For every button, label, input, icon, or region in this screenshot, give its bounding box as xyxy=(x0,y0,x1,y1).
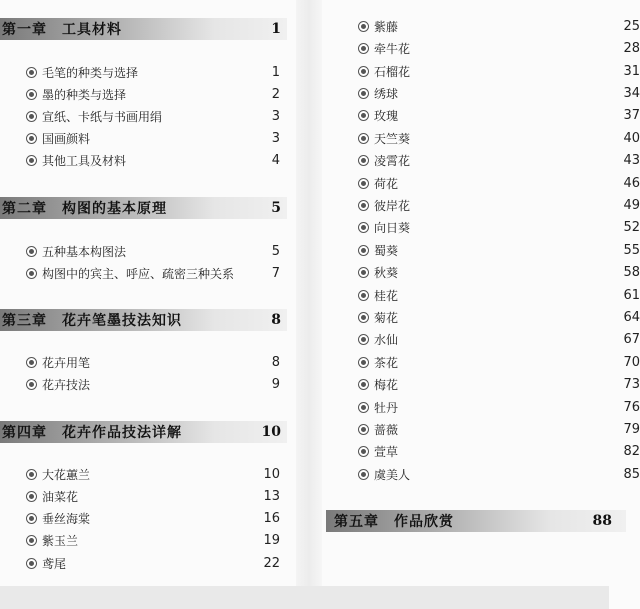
entry-page-number: 73 xyxy=(623,376,640,392)
entry-title: 秋葵 xyxy=(374,265,399,280)
toc-entry[interactable] xyxy=(357,104,640,126)
entry-page-number: 10 xyxy=(263,466,280,482)
entry-page-number: 58 xyxy=(623,264,640,280)
chapter-heading[interactable] xyxy=(0,18,287,40)
entry-page-number: 5 xyxy=(271,243,280,259)
bullet-icon xyxy=(25,356,38,369)
entry-title: 大花蕙兰 xyxy=(42,467,91,482)
toc-entry[interactable] xyxy=(25,61,280,83)
toc-entry[interactable] xyxy=(25,83,280,105)
entry-title: 国画颜料 xyxy=(42,131,91,146)
bullet-icon xyxy=(357,378,370,391)
entry-title: 蔷薇 xyxy=(374,422,399,437)
bullet-icon xyxy=(357,244,370,257)
entry-title: 紫玉兰 xyxy=(42,533,79,548)
entry-page-number: 4 xyxy=(271,152,280,168)
entry-page-number: 28 xyxy=(623,40,640,56)
entry-page-number: 70 xyxy=(623,354,640,370)
toc-entry[interactable] xyxy=(357,194,640,216)
entry-page-number: 25 xyxy=(623,18,640,34)
chapter-title: 第五章 作品欣赏 xyxy=(334,514,454,530)
entry-page-number: 19 xyxy=(263,532,280,548)
entry-page-number: 7 xyxy=(271,265,280,281)
bullet-icon xyxy=(357,423,370,436)
toc-entry[interactable] xyxy=(25,351,280,373)
entry-page-number: 43 xyxy=(623,152,640,168)
toc-entry[interactable] xyxy=(357,463,640,485)
toc-entry[interactable] xyxy=(357,15,640,37)
entry-page-number: 13 xyxy=(263,488,280,504)
entry-page-number: 1 xyxy=(271,64,280,80)
toc-entry[interactable] xyxy=(357,418,640,440)
entry-page-number: 3 xyxy=(271,108,280,124)
bullet-icon xyxy=(357,311,370,324)
toc-entry[interactable] xyxy=(25,373,280,395)
bullet-icon xyxy=(357,132,370,145)
toc-entry[interactable] xyxy=(25,463,280,485)
toc-entry[interactable] xyxy=(25,127,280,149)
toc-entry[interactable] xyxy=(25,507,280,529)
entry-page-number: 2 xyxy=(271,86,280,102)
bullet-icon xyxy=(357,199,370,212)
entry-title: 桂花 xyxy=(374,288,399,303)
bullet-icon xyxy=(25,110,38,123)
entry-title: 垂丝海棠 xyxy=(42,511,91,526)
toc-entry[interactable] xyxy=(357,306,640,328)
entry-title: 牡丹 xyxy=(374,400,399,415)
entry-title: 构图中的宾主、呼应、疏密三种关系 xyxy=(42,266,235,281)
bullet-icon xyxy=(25,66,38,79)
entry-page-number: 61 xyxy=(623,287,640,303)
chapter-title: 第四章 花卉作品技法详解 xyxy=(2,425,182,441)
chapter-heading[interactable] xyxy=(326,510,626,532)
entry-title: 彼岸花 xyxy=(374,198,411,213)
chapter-title: 第二章 构图的基本原理 xyxy=(2,201,167,217)
bullet-icon xyxy=(357,289,370,302)
bullet-icon xyxy=(357,20,370,33)
bullet-icon xyxy=(25,490,38,503)
entry-title: 虞美人 xyxy=(374,467,411,482)
entry-title: 花卉用笔 xyxy=(42,355,91,370)
bullet-icon xyxy=(25,557,38,570)
entry-title: 蜀葵 xyxy=(374,243,399,258)
entry-title: 绣球 xyxy=(374,86,399,101)
entry-page-number: 3 xyxy=(271,130,280,146)
entry-page-number: 8 xyxy=(271,354,280,370)
toc-entry[interactable] xyxy=(357,216,640,238)
bullet-icon xyxy=(357,468,370,481)
entry-title: 五种基本构图法 xyxy=(42,244,127,259)
toc-entry[interactable] xyxy=(357,328,640,350)
entry-page-number: 52 xyxy=(623,219,640,235)
entry-page-number: 34 xyxy=(623,85,640,101)
bullet-icon xyxy=(357,445,370,458)
entry-title: 茶花 xyxy=(374,355,399,370)
bullet-icon xyxy=(25,534,38,547)
toc-entry[interactable] xyxy=(25,105,280,127)
bullet-icon xyxy=(25,267,38,280)
bullet-icon xyxy=(357,65,370,78)
bullet-icon xyxy=(357,154,370,167)
bullet-icon xyxy=(25,512,38,525)
toc-entry[interactable] xyxy=(357,60,640,82)
bullet-icon xyxy=(357,266,370,279)
bullet-icon xyxy=(357,42,370,55)
bullet-icon xyxy=(25,132,38,145)
entry-title: 梅花 xyxy=(374,377,399,392)
toc-entry[interactable] xyxy=(357,396,640,418)
bullet-icon xyxy=(25,88,38,101)
toc-entry[interactable] xyxy=(357,37,640,59)
chapter-page-number: 1 xyxy=(271,21,281,37)
entry-title: 玫瑰 xyxy=(374,108,399,123)
entry-page-number: 79 xyxy=(623,421,640,437)
toc-entry[interactable] xyxy=(357,284,640,306)
page-bottom-edge xyxy=(0,586,609,609)
entry-title: 其他工具及材料 xyxy=(42,153,127,168)
chapter-page-number: 88 xyxy=(592,513,612,529)
entry-title: 油菜花 xyxy=(42,489,79,504)
toc-entry[interactable] xyxy=(357,373,640,395)
chapter-heading[interactable] xyxy=(0,309,287,331)
entry-title: 鸢尾 xyxy=(42,556,67,571)
entry-page-number: 22 xyxy=(263,555,280,571)
toc-entry[interactable] xyxy=(357,127,640,149)
chapter-heading[interactable] xyxy=(0,421,287,443)
entry-page-number: 64 xyxy=(623,309,640,325)
toc-entry[interactable] xyxy=(357,261,640,283)
chapter-page-number: 10 xyxy=(261,424,281,440)
entry-title: 凌霄花 xyxy=(374,153,411,168)
entry-title: 水仙 xyxy=(374,332,399,347)
entry-page-number: 85 xyxy=(623,466,640,482)
entry-page-number: 82 xyxy=(623,443,640,459)
entry-title: 毛笔的种类与选择 xyxy=(42,65,139,80)
toc-entry[interactable] xyxy=(25,240,280,262)
chapter-heading[interactable] xyxy=(0,197,287,219)
toc-entry[interactable] xyxy=(357,440,640,462)
entry-page-number: 67 xyxy=(623,331,640,347)
toc-entry[interactable] xyxy=(25,262,280,284)
entry-page-number: 31 xyxy=(623,63,640,79)
entry-page-number: 37 xyxy=(623,107,640,123)
entry-title: 花卉技法 xyxy=(42,377,91,392)
toc-entry[interactable] xyxy=(25,149,280,171)
entry-page-number: 9 xyxy=(271,376,280,392)
entry-page-number: 55 xyxy=(623,242,640,258)
chapter-title: 第三章 花卉笔墨技法知识 xyxy=(2,313,182,329)
toc-entry[interactable] xyxy=(357,149,640,171)
entry-page-number: 49 xyxy=(623,197,640,213)
toc-entry[interactable] xyxy=(357,239,640,261)
entry-page-number: 40 xyxy=(623,130,640,146)
entry-title: 菊花 xyxy=(374,310,399,325)
bullet-icon xyxy=(25,245,38,258)
entry-title: 紫藤 xyxy=(374,19,399,34)
entry-title: 向日葵 xyxy=(374,220,411,235)
entry-title: 天竺葵 xyxy=(374,131,411,146)
entry-page-number: 46 xyxy=(623,175,640,191)
bullet-icon xyxy=(357,333,370,346)
toc-entry[interactable] xyxy=(357,172,640,194)
entry-title: 宣纸、卡纸与书画用绢 xyxy=(42,109,163,124)
bullet-icon xyxy=(357,401,370,414)
toc-entry[interactable] xyxy=(357,82,640,104)
chapter-page-number: 8 xyxy=(271,312,281,328)
page-gutter xyxy=(296,0,322,586)
bullet-icon xyxy=(357,356,370,369)
entry-title: 牵牛花 xyxy=(374,41,411,56)
entry-page-number: 16 xyxy=(263,510,280,526)
toc-entry[interactable] xyxy=(25,552,280,574)
entry-page-number: 76 xyxy=(623,399,640,415)
bullet-icon xyxy=(25,154,38,167)
bullet-icon xyxy=(25,378,38,391)
toc-entry[interactable] xyxy=(25,529,280,551)
toc-entry[interactable] xyxy=(25,485,280,507)
entry-title: 墨的种类与选择 xyxy=(42,87,127,102)
bullet-icon xyxy=(357,87,370,100)
entry-title: 石榴花 xyxy=(374,64,411,79)
bullet-icon xyxy=(357,177,370,190)
entry-title: 萱草 xyxy=(374,444,399,459)
chapter-page-number: 5 xyxy=(271,200,281,216)
bullet-icon xyxy=(357,221,370,234)
chapter-title: 第一章 工具材料 xyxy=(2,22,122,38)
entry-title: 荷花 xyxy=(374,176,399,191)
bullet-icon xyxy=(25,468,38,481)
bullet-icon xyxy=(357,109,370,122)
toc-entry[interactable] xyxy=(357,351,640,373)
